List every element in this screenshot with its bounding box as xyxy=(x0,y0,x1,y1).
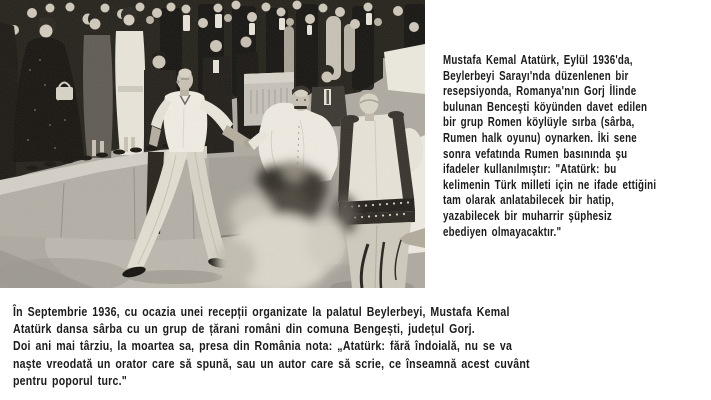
photo-film-grain xyxy=(0,0,425,288)
caption-line: bir grup Romen köylüyle sırba (sârba, xyxy=(443,115,635,130)
caption-line: naște vreodată un orator care să spună, sau un autor care să scrie, ce înseamnă acest cuvânt xyxy=(13,355,530,371)
caption-line: Atatürk dansa sârba cu un grup de țărani români din comuna Bengești, județul Gorj. xyxy=(13,321,475,337)
caption-line: Doi ani mai târziu, la moartea sa, presa din România nota: „Atatürk: fără îndoială, nu se va xyxy=(13,338,513,354)
caption-line: sonra vefatında Rumen basınında şu xyxy=(443,146,628,161)
caption-line: Mustafa Kemal Atatürk, Eylül 1936'da, xyxy=(443,53,633,67)
caption-line: pentru poporul turc." xyxy=(13,372,128,388)
caption-line: ebediyen olmayacaktır." xyxy=(443,224,562,239)
caption-line: Beylerbeyi Sarayı'nda düzenlenen bir xyxy=(443,68,629,83)
photo-illustration xyxy=(0,0,425,288)
caption-line: În Septembrie 1936, cu ocazia unei recepții organizate la palatul Beylerbeyi, Mustafa Kemal xyxy=(13,304,510,319)
caption-line: Rumen halk oyunu) oynarken. İki sene xyxy=(443,130,637,145)
romanian-caption xyxy=(13,303,659,389)
caption-line: ifadeler kullanılmıştır: "Atatürk: bu xyxy=(443,162,617,177)
caption-line: tam olarak anlatabilecek bir hatip, xyxy=(443,193,615,208)
caption-line: resepsiyonda, Romanya'nın Gorj İlinde xyxy=(443,84,637,99)
caption-line: bulunan Benceşti köyünden davet edilen xyxy=(443,99,648,114)
caption-line: kelimenin Türk milleti için ne ifade ettiğini xyxy=(443,177,657,192)
turkish-caption xyxy=(443,53,711,240)
caption-line: yazabilecek bir muharrir şüphesiz xyxy=(443,208,613,223)
photograph xyxy=(0,0,425,288)
